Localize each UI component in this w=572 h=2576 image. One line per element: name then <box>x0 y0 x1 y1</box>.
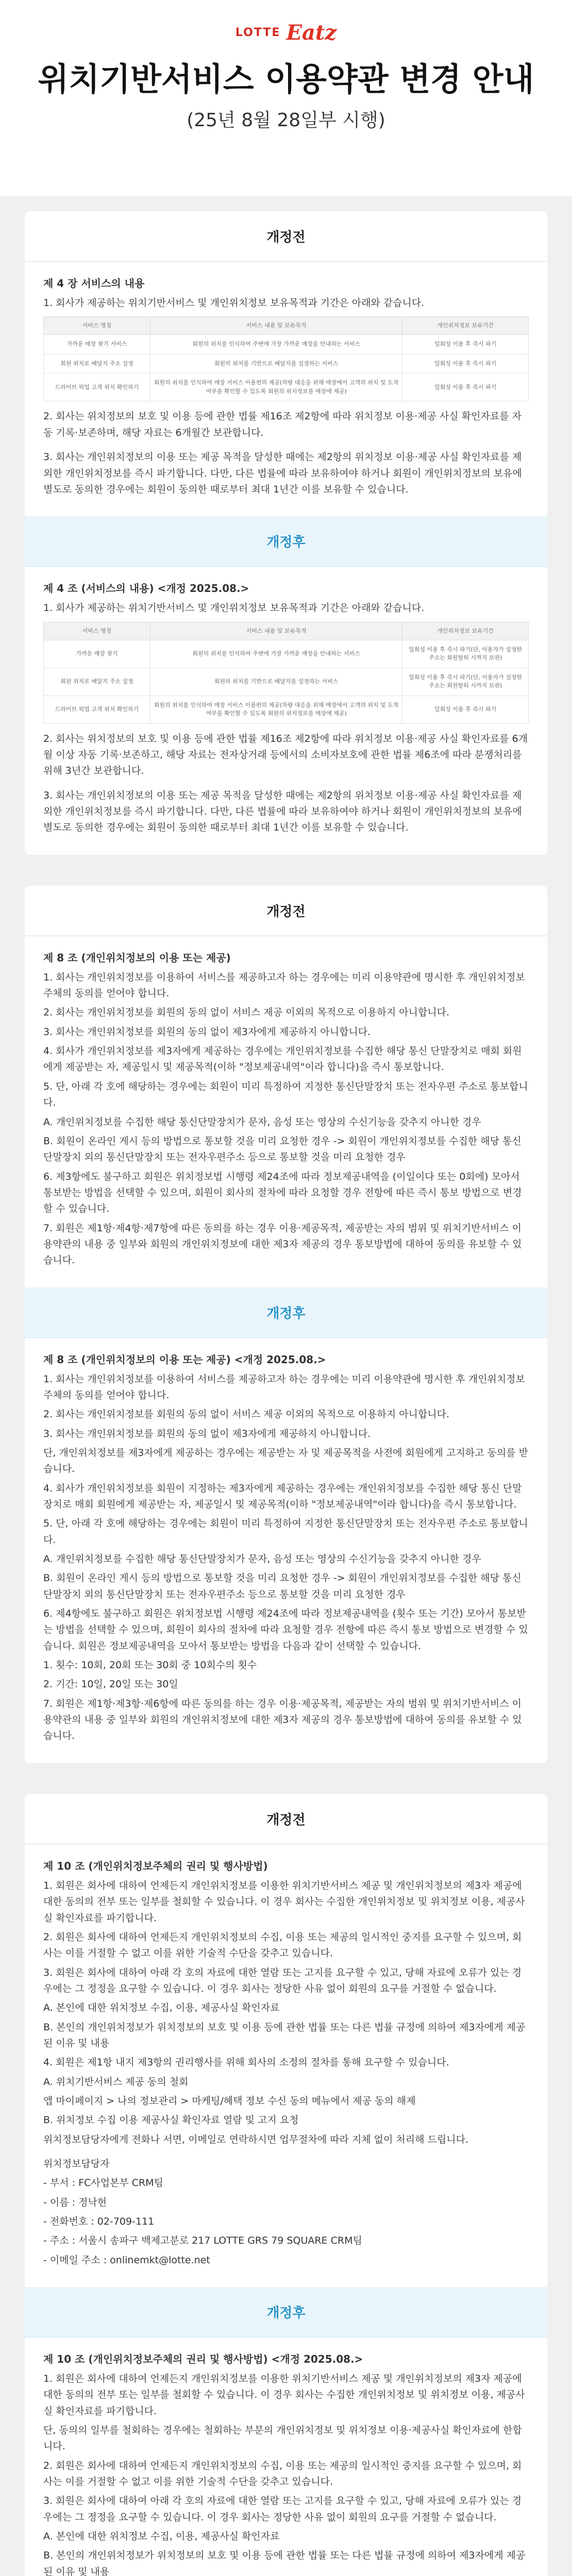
table-cell: 회원의 위치를 기반으로 배달지를 설정하는 서비스 <box>150 668 402 696</box>
article-item: A. 개인위치정보를 수집한 해당 통신단말장치가 문자, 음성 또는 영상의 수신기능을 갖추지 아니한 경우 <box>43 1116 481 1128</box>
article-item: 1. 회사는 개인위치정보를 이용하여 서비스를 제공하고자 하는 경우에는 미리 이용약관에 명시한 후 개인위치정보주체의 동의를 얻어야 합니다. <box>43 1373 525 1401</box>
article-title: 제 10 조 (개인위치정보주체의 권리 및 행사방법) <개정 2025.08.> <box>43 2353 363 2366</box>
article-item: 1. 횟수: 10회, 20회 또는 30회 중 10회수의 횟수 <box>43 1659 257 1671</box>
table-cell: 가까운 매장 찾기 <box>44 640 150 668</box>
article-item: B. 회원이 온라인 게시 등의 방법으로 통보할 것을 미리 요청한 경우 -> 회원이 개인위치정보를 수집한 해당 통신단말장치 외의 통신단말장치 또는 전자우편주소 등으로 통보할 것을 미리 요청한 경우 <box>43 1135 521 1163</box>
table-row <box>44 374 529 401</box>
comparison-card <box>25 886 547 1763</box>
contact-department: - 부서 : FC사업본부 CRM팀 <box>43 2177 163 2189</box>
after-label: 개정후 <box>25 1287 547 1338</box>
article-item: 7. 회원은 제1항·제4항·제7항에 따른 동의를 하는 경우 이용·제공목적, 제공받는 자의 범위 및 위치기반서비스 이용약관의 내용 중 일부와 회원의 개인위치정보에 대한 제3자 제공의 경우 통보방법에 대하여 동의를 유보할 수 있습니다. <box>43 1222 522 1266</box>
contact-address: - 주소 : 서울시 송파구 백제고분로 217 LOTTE GRS 79 SQUARE CRM팀 <box>43 2235 362 2247</box>
table-cell: 회원 위치로 배달지 주소 설정 <box>44 354 150 374</box>
article-item: 2. 회원은 회사에 대하여 언제든지 개인위치정보의 수집, 이용 또는 제공의 일시적인 중지를 요구할 수 있으며, 회사는 이를 거절할 수 없고 이를 위한 기술적 수단을 갖추고 있습니다. <box>43 2460 522 2488</box>
article-item: 5. 단, 아래 각 호에 해당하는 경우에는 회원이 미리 특정하여 지정한 통신단말장치 또는 전자우편 주소로 통보합니다. <box>43 1518 528 1546</box>
article-item: 앱 마이페이지 > 나의 정보관리 > 마케팅/혜택 정보 수신 동의 메뉴에서 제공 동의 해제 <box>43 2095 416 2107</box>
article-item: 위치정보담당자에게 전화나 서면, 이메일로 연락하시면 업무절차에 따라 지체 없이 처리해 드립니다. <box>43 2133 468 2145</box>
contact-phone: - 전화번호 : 02-709-111 <box>43 2216 155 2227</box>
article-title: 제 8 조 (개인위치정보의 이용 또는 제공) <box>43 951 231 964</box>
article-title: 제 4 조 (서비스의 내용) <개정 2025.08.> <box>43 582 249 595</box>
page-title: 위치기반서비스 이용약관 변경 안내 <box>38 60 534 98</box>
article-item: 3. 회사는 개인위치정보의 이용 또는 제공 목적을 달성한 때에는 제2항의 위치정보 이용·제공 사실 확인자료를 제외한 개인위치정보를 즉시 파기합니다. 다만, 다른 법률에 따라 보유하여야 하거나 회원이 개인위치정보의 보유에 별도로 동의한 경우에는 회원이 동의한 때로부터 최대 1년간 이를 보유할 수 있습니다. <box>43 451 522 495</box>
after-body <box>25 2337 547 2576</box>
before-label: 개정전 <box>25 886 547 936</box>
article-item: 4. 회원은 제1항 내지 제3항의 권리행사를 위해 회사의 소정의 절차를 통해 요구할 수 있습니다. <box>43 2057 449 2069</box>
article-item: B. 본인의 개인위치정보가 위치정보의 보호 및 이용 등에 관한 법률 또는 다른 법률 규정에 의하여 제3자에게 제공된 이유 및 내용 <box>43 2550 526 2576</box>
article-item: B. 본인의 개인위치정보가 위치정보의 보호 및 이용 등에 관한 법률 또는 다른 법률 규정에 의하여 제3자에게 제공된 이유 및 내용 <box>43 2021 526 2049</box>
table-cell: 일회성 이용 후 즉시 파기 <box>402 374 529 401</box>
article-intro: 1. 회사가 제공하는 위치기반서비스 및 개인위치정보 보유목적과 기간은 아래와 같습니다. <box>43 602 425 614</box>
article-item: 7. 회원은 제1항·제3항·제6항에 따른 동의를 하는 경우 이용·제공목적, 제공받는 자의 범위 및 위치기반서비스 이용약관의 내용 중 일부와 회원의 개인위치정보에 대한 제3자 제공의 경우 통보방법에 대하여 동의를 유보할 수 있습니다. <box>43 1698 522 1742</box>
article-title: 제 4 장 서비스의 내용 <box>43 277 145 290</box>
article-item: 1. 회사는 개인위치정보를 이용하여 서비스를 제공하고자 하는 경우에는 미리 이용약관에 명시한 후 개인위치정보주체의 동의를 얻어야 합니다. <box>43 971 525 999</box>
article-item: 2. 회사는 개인위치정보를 회원의 동의 없이 서비스 제공 이외의 목적으로 이용하지 아니합니다. <box>43 1007 450 1019</box>
section-article-10 <box>0 1778 572 2576</box>
table-cell: 드라이브 픽업 고객 위치 확인하기 <box>44 374 150 401</box>
article-item: 3. 회원은 회사에 대하여 아래 각 호의 자료에 대한 열람 또는 고지를 요구할 수 있고, 당해 자료에 오류가 있는 경우에는 그 정정을 요구할 수 있습니다. 이 경우 회사는 정당한 사유 없이 회원의 요구를 거절할 수 없습니다. <box>43 1967 522 1994</box>
comparison-card <box>25 211 547 855</box>
table-header: 서비스 내용 및 보유목적 <box>150 622 402 640</box>
page-subtitle: (25년 8월 28일부 시행) <box>187 110 385 131</box>
logo-lotte-text: LOTTE <box>235 26 281 39</box>
table-cell: 회원 위치로 배달지 주소 설정 <box>44 668 150 696</box>
section-article-4 <box>0 196 572 870</box>
article-item: B. 회원이 온라인 게시 등의 방법으로 통보할 것을 미리 요청한 경우 -> 회원이 개인위치정보를 수집한 해당 통신단말장치 외의 통신단말장치 또는 전자우편주소 등으로 통보할 것을 미리 요청한 경우 <box>43 1572 521 1600</box>
article-item: 1. 회원은 회사에 대하여 언제든지 개인위치정보를 이용한 위치기반서비스 제공 및 개인위치정보의 제3자 제공에 대한 동의의 전부 또는 일부를 철회할 수 있습니다. 이 경우 회사는 수집한 개인위치정보 및 위치정보 이용, 제공사실 확인자료를 파기합니다. <box>43 2373 525 2417</box>
after-body <box>25 567 547 855</box>
after-body <box>25 1338 547 1763</box>
table-cell: 일회성 이용 후 즉시 파기 <box>402 354 529 374</box>
article-item: 5. 단, 아래 각 호에 해당하는 경우에는 회원이 미리 특정하여 지정한 통신단말장치 또는 전자우편 주소로 통보합니다. <box>43 1080 528 1109</box>
article-title: 제 10 조 (개인위치정보주체의 권리 및 행사방법) <box>43 1859 268 1872</box>
article-item: 2. 회사는 개인위치정보를 회원의 동의 없이 서비스 제공 이외의 목적으로 이용하지 아니합니다. <box>43 1409 450 1420</box>
table-header: 서비스 명칭 <box>44 317 150 335</box>
before-body <box>25 1844 547 2287</box>
table-row <box>44 696 529 723</box>
contact-email: - 이메일 주소 : onlinemkt@lotte.net <box>43 2254 210 2266</box>
contact-heading: 위치정보담당자 <box>43 2158 110 2170</box>
article-item: 2. 회사는 위치정보의 보호 및 이용 등에 관한 법률 제16조 제2항에 따라 위치정보 이용·제공 사실 확인자료를 6개월 이상 자동 기록·보존하고, 해당 자료는 전자상거래 등에서의 소비자보호에 관한 법률 제6조에 따라 분쟁처리를 위해 3년간 보관합니다. <box>43 733 528 777</box>
service-table <box>43 316 529 401</box>
table-cell: 회원의 위치를 기반으로 배달지를 설정하는 서비스 <box>150 354 402 374</box>
article-item: 3. 회원은 회사에 대하여 아래 각 호의 자료에 대한 열람 또는 고지를 요구할 수 있고, 당해 자료에 오류가 있는 경우에는 그 정정을 요구할 수 있습니다. 이 경우 회사는 정당한 사유 없이 회원의 요구를 거절할 수 없습니다. <box>43 2495 522 2523</box>
article-intro: 1. 회사가 제공하는 위치기반서비스 및 개인위치정보 보유목적과 기간은 아래와 같습니다. <box>43 297 425 309</box>
article-item: A. 본인에 대한 위치정보 수집, 이용, 제공사실 확인자료 <box>43 2531 280 2543</box>
article-item: 1. 회원은 회사에 대하여 언제든지 개인위치정보를 이용한 위치기반서비스 제공 및 개인위치정보의 제3자 제공에 대한 동의의 전부 또는 일부를 철회할 수 있습니다. 이 경우 회사는 수집한 개인위치정보 및 위치정보 이용, 제공사실 확인자료를 파기합니다. <box>43 1879 525 1924</box>
article-item: B. 위치정보 수집 이용 제공사실 확인자료 열람 및 고지 요청 <box>43 2114 299 2126</box>
article-item: A. 본인에 대한 위치정보 수집, 이용, 제공사실 확인자료 <box>43 2002 280 2014</box>
service-table <box>43 622 529 724</box>
table-cell: 일회성 이용 후 즉시 파기(단, 이용자가 설정한 주소는 회원탈퇴 시까지 보관) <box>402 668 529 696</box>
article-item: 6. 제3항에도 불구하고 회원은 위치정보법 시행령 제24조에 따라 정보제공내역을 (이일이다 또는 0회에) 모아서 통보받는 방법을 선택할 수 있으며, 회원이 회사의 절차에 따라 요청할 경우 전항에 따른 즉시 통보 방법으로 변경할 수 있습니다. <box>43 1171 522 1215</box>
article-item: 단, 개인위치정보를 제3자에게 제공하는 경우에는 제공받는 자 및 제공목적을 사전에 회원에게 고지하고 동의를 받습니다. <box>43 1447 528 1475</box>
article-item: 3. 회사는 개인위치정보를 회원의 동의 없이 제3자에게 제공하지 아니합니다. <box>43 1026 371 1038</box>
before-body <box>25 936 547 1287</box>
table-cell: 드라이브 픽업 고객 위치 확인하기 <box>44 696 150 723</box>
contact-name: - 이름 : 정낙현 <box>43 2196 107 2208</box>
article-item: 3. 회사는 개인위치정보를 회원의 동의 없이 제3자에게 제공하지 아니합니다. <box>43 1428 371 1439</box>
table-cell: 회원의 위치를 인식하여 주변에 가장 가까운 매장을 안내하는 서비스 <box>150 640 402 668</box>
before-body <box>25 262 547 516</box>
article-title: 제 8 조 (개인위치정보의 이용 또는 제공) <개정 2025.08.> <box>43 1353 326 1366</box>
article-item: 4. 회사가 개인위치정보를 제3자에게 제공하는 경우에는 개인위치정보를 수집한 해당 통신 단말장치로 매회 회원에게 제공받는 자, 제공일시 및 제공목적(이하 "정보제공내역"이라 합니다)을 즉시 통보합니다. <box>43 1045 522 1073</box>
after-label: 개정후 <box>25 2287 547 2337</box>
section-article-8 <box>0 870 572 1778</box>
table-cell: 일회성 이용 후 즉시 파기(단, 이용자가 설정한 주소는 회원탈퇴 시까지 보관) <box>402 640 529 668</box>
after-label: 개정후 <box>25 516 547 567</box>
table-row <box>44 640 529 668</box>
article-item: 단, 동의의 일부를 철회하는 경우에는 철회하는 부분의 개인위치정보 및 위치정보 이용·제공사실 확인자료에 한합니다. <box>43 2425 522 2452</box>
table-header: 개인위치정보 보유기간 <box>402 622 529 640</box>
article-item: 2. 회원은 회사에 대하여 언제든지 개인위치정보의 수집, 이용 또는 제공의 일시적인 중지를 요구할 수 있으며, 회사는 이를 거절할 수 없고 이를 위한 기술적 수단을 갖추고 있습니다. <box>43 1931 522 1959</box>
table-cell: 회원의 위치를 인식하여 주변에 가장 가까운 매장을 안내하는 서비스 <box>150 335 402 354</box>
article-item: A. 위치기반서비스 제공 동의 철회 <box>43 2076 189 2088</box>
table-row <box>44 335 529 354</box>
before-label: 개정전 <box>25 1794 547 1844</box>
table-header: 개인위치정보 보유기간 <box>402 317 529 335</box>
brand-logo <box>0 0 572 45</box>
table-cell: 일회성 이용 후 즉시 파기 <box>402 335 529 354</box>
article-item: 6. 제4항에도 불구하고 회원은 위치정보법 시행령 제24조에 따라 정보제공내역을 (횟수 또는 기간) 모아서 통보받는 방법을 선택할 수 있으며, 회원이 회사의 절차에 따라 요청할 경우 전항에 따른 즉시 통보 방법으로 변경할 수 있습니다. 회원은 정보제공내역을 모아서 통보받는 방법을 다음과 같이 선택할 수 있습니다. <box>43 1608 528 1652</box>
table-row <box>44 354 529 374</box>
article-item: 2. 회사는 위치정보의 보호 및 이용 등에 관한 법률 제16조 제2항에 따라 위치정보 이용·제공 사실 확인자료를 자동 기록·보존하며, 해당 자료는 6개월간 보관합니다. <box>43 411 521 438</box>
before-label: 개정전 <box>25 211 547 262</box>
article-item: A. 개인위치정보를 수집한 해당 통신단말장치가 문자, 음성 또는 영상의 수신기능을 갖추지 아니한 경우 <box>43 1553 481 1565</box>
table-cell: 가까운 매장 찾기 서비스 <box>44 335 150 354</box>
table-header: 서비스 명칭 <box>44 622 150 640</box>
table-cell: 회원의 위치를 인식하여 매장 서비스 이용편의 제공(차량 대응을 위해 매장에서 고객의 위치 및 도착 여부를 확인할 수 있도록 회원의 위치정보를 매장에 제공) <box>150 374 402 401</box>
article-item: 2. 기간: 10일, 20일 또는 30일 <box>43 1679 178 1690</box>
table-header: 서비스 내용 및 보유목적 <box>150 317 402 335</box>
logo-eatz-text: Eatz <box>286 21 337 45</box>
article-item: 3. 회사는 개인위치정보의 이용 또는 제공 목적을 달성한 때에는 제2항의 위치정보 이용·제공 사실 확인자료를 제외한 개인위치정보를 즉시 파기합니다. 다만, 다른 법률에 따라 보유하여야 하거나 회원이 개인위치정보의 보유에 별도로 동의한 경우에는 회원이 동의한 때로부터 최대 1년간 이를 보유할 수 있습니다. <box>43 789 522 834</box>
comparison-card <box>25 1794 547 2576</box>
page-header <box>0 0 572 196</box>
table-cell: 회원의 위치를 인식하여 매장 서비스 이용편의 제공(차량 대응을 위해 매장에서 고객의 위치 및 도착 여부를 확인할 수 있도록 회원의 위치정보를 매장에 제공) <box>150 696 402 723</box>
table-row <box>44 668 529 696</box>
table-cell: 일회성 이용 후 즉시 파기 <box>402 696 529 723</box>
article-item: 4. 회사가 개인위치정보를 회원이 지정하는 제3자에게 제공하는 경우에는 개인위치정보를 수집한 해당 통신 단말장치로 매회 회원에게 제공받는 자, 제공일시 및 제공목적(이하 "정보제공내역"이라 합니다)을 즉시 통보합니다. <box>43 1482 522 1510</box>
